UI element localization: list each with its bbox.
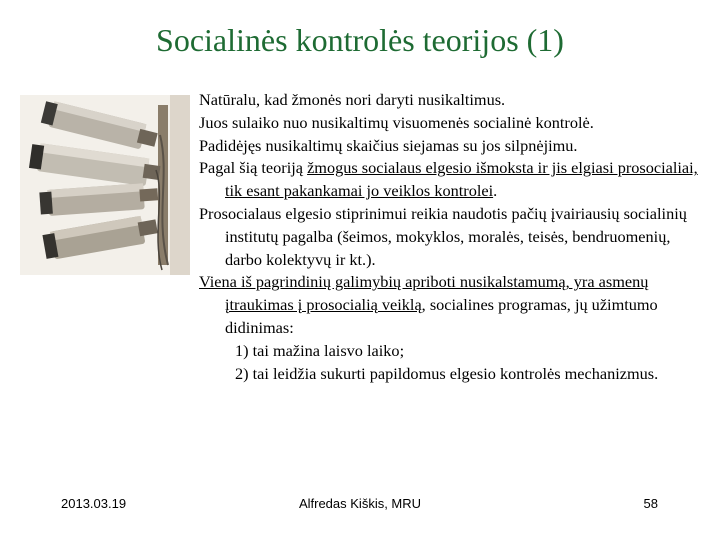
list-item-1: 1) tai mažina laisvo laiko; [235, 340, 405, 360]
paragraph-4-lead: Pagal šią teoriją [199, 158, 308, 178]
paragraph-4 [199, 157, 704, 203]
list-item-2: 2) tai leidžia sukurti papildomus elgesio kontrolės mechanizmus. [235, 363, 659, 383]
paragraph-1: Natūralu, kad žmonės nori daryti nusikaltimus. [199, 90, 506, 109]
paragraph-3: Padidėjęs nusikaltimų skaičius siejamas su jos silpnėjimu. [199, 135, 578, 155]
surveillance-cameras-photo [20, 95, 190, 275]
footer-page-number: 58 [643, 496, 658, 511]
paragraph-6-tail: , socialines programas, jų užimtumo didinimas: [225, 295, 658, 337]
paragraph-6-underlined: Viena iš pagrindinių galimybių apriboti nusikalstamumą, yra asmenų įtraukimas į prosocialią veiklą [199, 272, 649, 315]
paragraph-2: Juos sulaiko nuo nusikaltimų visuomenės socialinė kontrolė. [199, 112, 594, 132]
slide-body [199, 89, 704, 385]
slide-title: Socialinės kontrolės teorijos (1) [156, 22, 564, 58]
paragraph-6 [199, 271, 704, 339]
footer-date: 2013.03.19 [61, 496, 127, 511]
paragraph-4-tail: . [493, 181, 498, 201]
paragraph-5: Prosocialaus elgesio stiprinimui reikia naudotis pačių įvairiausių socialinių institutų pagalba (šeimos, mokyklos, moralės, teisės, bendruomenių, darbo kolektyvų ir kt.). [199, 203, 687, 269]
footer-author: Alfredas Kiškis, MRU [298, 496, 422, 511]
paragraph-4-underlined: žmogus socialaus elgesio išmoksta ir jis elgiasi prosocialiai, tik esant pakankamai jo veiklos kontrolei [225, 158, 698, 201]
